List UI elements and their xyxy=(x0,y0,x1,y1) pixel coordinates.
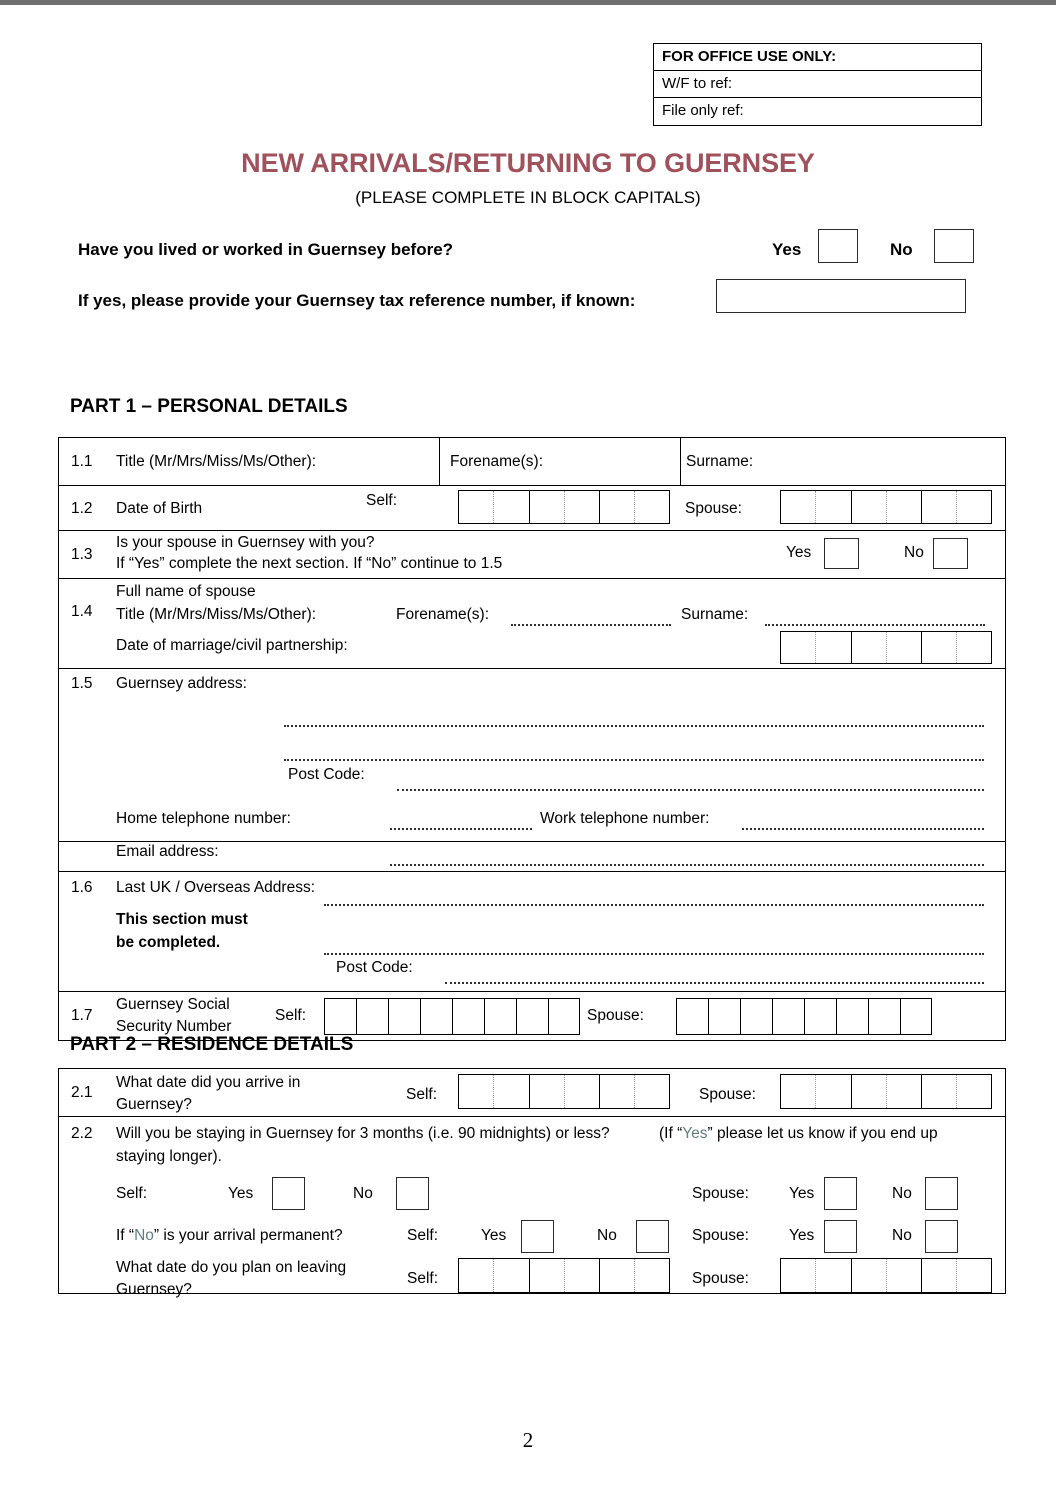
spouse-no-checkbox-1-3[interactable] xyxy=(933,538,968,569)
table-row-1-5 xyxy=(59,669,1005,842)
note-post: ” please let us know if you end up xyxy=(707,1125,938,1142)
self-no-label-2-2b: No xyxy=(597,1227,617,1244)
guernsey-address-line-1[interactable] xyxy=(284,725,984,727)
title-label-1-1: Title (Mr/Mrs/Miss/Ms/Other): xyxy=(116,453,317,470)
row-number-2-1: 2.1 xyxy=(71,1084,93,1101)
permanent-no-word: No xyxy=(134,1227,154,1244)
marriage-date-label: Date of marriage/civil partnership: xyxy=(116,637,348,654)
row-number-1-3: 1.3 xyxy=(71,546,93,563)
self-label-1-2: Self: xyxy=(366,492,398,509)
self-label-2-1: Self: xyxy=(406,1086,438,1103)
spouse-yes-checkbox-2-2a[interactable] xyxy=(824,1177,857,1210)
spouse-label-1-2: Spouse: xyxy=(685,500,742,517)
spouse-forename-input[interactable] xyxy=(511,624,671,626)
page-title: NEW ARRIVALS/RETURNING TO GUERNSEY xyxy=(241,148,815,178)
part1-heading: PART 1 – PERSONAL DETAILS xyxy=(70,396,348,417)
arrival-date-self-boxes[interactable] xyxy=(458,1074,670,1109)
leaving-date-self-boxes[interactable] xyxy=(458,1258,670,1293)
email-address-input[interactable] xyxy=(390,864,984,866)
table-row-1-1 xyxy=(59,438,1005,486)
marriage-date-boxes[interactable] xyxy=(780,631,992,664)
part2-heading: PART 2 – RESIDENCE DETAILS xyxy=(70,1034,354,1055)
guernsey-address-line-2[interactable] xyxy=(284,759,984,761)
spouse-surname-label: Surname: xyxy=(681,606,749,623)
three-months-question-line2: staying longer). xyxy=(116,1148,222,1165)
self-yes-label-2-2b: Yes xyxy=(481,1227,507,1244)
self-label-2-2b: Self: xyxy=(407,1227,439,1244)
spouse-no-label-2-2a: No xyxy=(892,1185,912,1202)
spouse-surname-input[interactable] xyxy=(765,624,985,626)
page-subtitle: (PLEASE COMPLETE IN BLOCK CAPITALS) xyxy=(355,188,701,207)
table-row-1-7 xyxy=(59,992,1005,1040)
row-number-1-2: 1.2 xyxy=(71,500,93,517)
guernsey-postcode-input[interactable] xyxy=(397,789,984,791)
spouse-label-2-2b: Spouse: xyxy=(692,1227,749,1244)
arrival-date-question-line2: Guernsey? xyxy=(116,1096,192,1113)
spouse-fullname-label: Full name of spouse xyxy=(116,583,256,600)
office-use-title: FOR OFFICE USE ONLY: xyxy=(654,44,981,71)
wf-to-ref-field[interactable]: W/F to ref: xyxy=(654,71,981,98)
spouse-yes-label-2-2b: Yes xyxy=(789,1227,815,1244)
row-number-2-2: 2.2 xyxy=(71,1125,93,1142)
table-row-1-6 xyxy=(59,872,1005,992)
home-telephone-input[interactable] xyxy=(390,828,532,830)
lived-no-checkbox[interactable] xyxy=(934,229,974,263)
spouse-no-label-1-3: No xyxy=(904,544,924,561)
spouse-yes-label-1-3: Yes xyxy=(786,544,812,561)
permanent-arrival-question xyxy=(116,1227,343,1245)
date-of-birth-spouse-boxes[interactable] xyxy=(780,490,992,524)
permanent-post: ” is your arrival permanent? xyxy=(153,1227,343,1244)
spouse-label-2-2c: Spouse: xyxy=(692,1270,749,1287)
page-number: 2 xyxy=(522,1428,534,1452)
spouse-forename-label: Forename(s): xyxy=(396,606,490,623)
last-address-label: Last UK / Overseas Address: xyxy=(116,879,316,896)
spouse-yes-checkbox-2-2b[interactable] xyxy=(824,1220,857,1253)
table-row-1-2 xyxy=(59,486,1005,531)
leaving-date-question-line2: Guernsey? xyxy=(116,1281,192,1298)
must-complete-note-line1: This section must xyxy=(116,911,248,928)
self-no-checkbox-2-2a[interactable] xyxy=(396,1177,429,1210)
spouse-no-checkbox-2-2a[interactable] xyxy=(925,1177,958,1210)
permanent-pre: If “ xyxy=(116,1227,135,1244)
table-row-1-5-email xyxy=(59,842,1005,872)
spouse-yes-label-2-2a: Yes xyxy=(789,1185,815,1202)
ssn-self-boxes[interactable] xyxy=(324,998,580,1035)
guernsey-postcode-label: Post Code: xyxy=(288,766,365,783)
row-number-1-4: 1.4 xyxy=(71,603,93,620)
spouse-no-label-2-2b: No xyxy=(892,1227,912,1244)
table-row-1-3 xyxy=(59,531,1005,579)
ssn-label-line1: Guernsey Social xyxy=(116,996,230,1013)
note-yes-word: Yes xyxy=(682,1125,708,1142)
spouse-yes-checkbox-1-3[interactable] xyxy=(824,538,859,569)
self-yes-checkbox-2-2b[interactable] xyxy=(521,1220,554,1253)
date-of-birth-self-boxes[interactable] xyxy=(458,490,670,524)
three-months-note xyxy=(659,1125,938,1143)
last-address-line-2[interactable] xyxy=(324,953,984,955)
row-number-1-7: 1.7 xyxy=(71,1007,93,1024)
last-postcode-input[interactable] xyxy=(445,982,984,984)
work-telephone-label: Work telephone number: xyxy=(540,810,710,827)
leaving-date-question-line1: What date do you plan on leaving xyxy=(116,1259,347,1276)
spouse-in-guernsey-instruction: If “Yes” complete the next section. If “No” continue to 1.5 xyxy=(116,555,503,572)
self-no-checkbox-2-2b[interactable] xyxy=(636,1220,669,1253)
ssn-spouse-boxes[interactable] xyxy=(676,998,932,1035)
page-top-edge xyxy=(0,0,1056,5)
row-number-1-6: 1.6 xyxy=(71,879,93,896)
guernsey-address-label: Guernsey address: xyxy=(116,675,247,692)
part1-table xyxy=(58,437,1006,1041)
row-number-1-5: 1.5 xyxy=(71,675,93,692)
spouse-title-label: Title (Mr/Mrs/Miss/Ms/Other): xyxy=(116,606,317,623)
home-telephone-label: Home telephone number: xyxy=(116,810,291,827)
three-months-question: Will you be staying in Guernsey for 3 months (i.e. 90 midnights) or less? xyxy=(116,1125,610,1142)
spouse-label-2-1: Spouse: xyxy=(699,1086,756,1103)
self-yes-checkbox-2-2a[interactable] xyxy=(272,1177,305,1210)
email-address-label: Email address: xyxy=(116,843,219,860)
date-of-birth-label: Date of Birth xyxy=(116,500,203,517)
spouse-no-checkbox-2-2b[interactable] xyxy=(925,1220,958,1253)
lived-yes-label: Yes xyxy=(772,240,802,259)
tax-reference-input[interactable] xyxy=(716,279,966,313)
for-office-use-box xyxy=(653,43,982,126)
part2-table xyxy=(58,1068,1006,1298)
table-row-2-1 xyxy=(59,1069,1005,1117)
spouse-label-2-2a: Spouse: xyxy=(692,1185,749,1202)
table-row-1-4 xyxy=(59,579,1005,669)
surname-label-1-1: Surname: xyxy=(686,453,754,470)
lived-worked-question: Have you lived or worked in Guernsey before? xyxy=(78,240,454,259)
table-row-2-2 xyxy=(59,1117,1005,1298)
must-complete-note-line2: be completed. xyxy=(116,934,221,951)
self-no-label-2-2a: No xyxy=(353,1185,373,1202)
work-telephone-input[interactable] xyxy=(742,828,984,830)
ssn-label-line2: Security Number xyxy=(116,1018,232,1035)
tax-reference-question: If yes, please provide your Guernsey tax reference number, if known: xyxy=(78,291,636,310)
lived-yes-checkbox[interactable] xyxy=(818,229,858,263)
leaving-date-spouse-boxes[interactable] xyxy=(780,1258,992,1293)
spouse-in-guernsey-question: Is your spouse in Guernsey with you? xyxy=(116,534,375,551)
file-only-ref-field[interactable]: File only ref: xyxy=(662,102,744,119)
arrival-date-spouse-boxes[interactable] xyxy=(780,1074,992,1109)
self-label-1-7: Self: xyxy=(275,1007,307,1024)
self-yes-label-2-2a: Yes xyxy=(228,1185,254,1202)
lived-no-label: No xyxy=(890,240,913,259)
last-postcode-label: Post Code: xyxy=(336,959,413,976)
spouse-label-1-7: Spouse: xyxy=(587,1007,644,1024)
forename-label-1-1: Forename(s): xyxy=(450,453,544,470)
row-number-1-1: 1.1 xyxy=(71,453,93,470)
self-label-2-2c: Self: xyxy=(407,1270,439,1287)
self-label-2-2a: Self: xyxy=(116,1185,148,1202)
note-pre: (If “ xyxy=(659,1125,683,1142)
last-address-line-1[interactable] xyxy=(324,904,984,906)
arrival-date-question-line1: What date did you arrive in xyxy=(116,1074,301,1091)
